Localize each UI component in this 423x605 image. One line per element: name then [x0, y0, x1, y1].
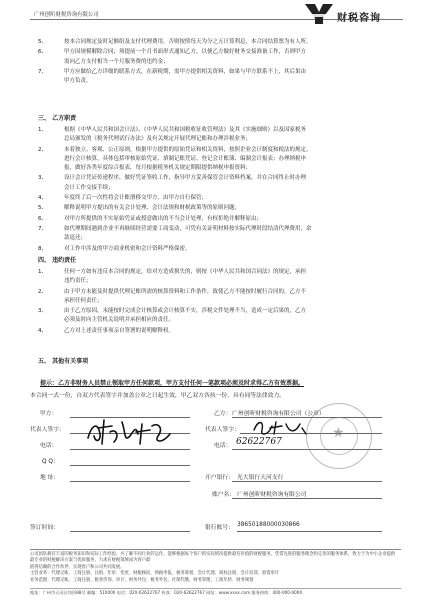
copies-clause: 本合同一式一份，自双方代表签字并加盖公章之日起生效，甲乙双方各执一份，具有同等法律效力。 — [30, 393, 286, 399]
party-a-qq-line — [70, 465, 190, 466]
clause-line: 甲方因规模解除合同，须提前一个月书面形式通知乙方，以便乙方做好财务交接准备工作，否则甲方 — [64, 49, 307, 56]
clause-line: 对工作中涉及的甲方商业机密和会计资料严格保密。 — [64, 245, 191, 252]
clause-line: 任何一方如有违反本合同的规定，给对方造成损失的，则按《中华人民共和国合同法》的规定，承担 — [64, 269, 307, 275]
footer-line: 业务范围：代理记账、工商注册、税务咨询、审计、财务外包、税务外包、社保代缴、财务管理、工商年检、财务规划 — [30, 577, 254, 583]
clause-line: 对甲方所提供的不实原始凭证或授意做出的不当会计处理，有权拒绝并解释原由； — [64, 215, 263, 222]
footer-line: 公司团队拥有丰富的税务知识和实际工作经验，并了解不同行业的运作，能够根据每个客户的实际情况提供最有价值的财税服务。凭借先进的服务理念和完善的服务体系，致力于为中小企业提供最专业的财税解决方案与优质服务，力求在财税领域成为客户最 — [30, 552, 396, 564]
clause-line: 年度终了后一次性将会计账册移交甲方，由甲方自行保管； — [64, 195, 208, 201]
party-a-phone-line — [70, 449, 190, 450]
clause-item — [38, 204, 388, 213]
party-b-label: 乙方： — [214, 411, 232, 417]
footer-address: 地址：广州市天河区岗顶88号 邮编：510000 电话：020-62622767 传真：020-62622767 网址：www.xxxx.com 服务热线：400-000-0000 — [30, 590, 303, 595]
section-5-title: 五、 其他有关事项 — [38, 358, 89, 365]
clause-number: 7、 — [38, 226, 47, 233]
party-b-phone-value: 62622767 — [236, 437, 282, 447]
clause-item — [38, 68, 388, 86]
party-b-account-no-line — [237, 531, 382, 532]
clause-item — [38, 245, 388, 254]
section-4-title: 四、 违约责任 — [38, 257, 77, 264]
clause-item — [38, 38, 388, 47]
company-logo — [301, 2, 401, 26]
header-company-name: 广州创昕财税咨询有限公司 — [34, 12, 99, 18]
party-b-account-no-value: 38650188000030866 — [237, 522, 300, 528]
clause-number: 4、 — [38, 195, 47, 201]
clause-text — [64, 204, 388, 213]
payment-hint: 提示：乙方非财务人员禁止领取甲方任何款项，甲方支付任何一笔款项必须及时求得乙方有效票据。 — [40, 380, 305, 387]
clause-item — [38, 288, 388, 306]
clause-line: 设计会计凭证传递程序，做好凭证签收工作，指导甲方妥善保管会计资料档案，并在合同终止时办理 — [64, 175, 307, 182]
clause-line: 必须及时向主管机关说明并承担相应的责任。 — [64, 317, 175, 324]
clause-line: 解释说明甲方提出的有关会计处理、会计法规和财税政策等的原则问题； — [64, 205, 241, 212]
party-a-date-line — [70, 531, 190, 532]
party-b-account-no-label: 银行账号： — [205, 525, 234, 531]
clause-text — [64, 68, 388, 86]
party-b-signature — [250, 416, 310, 438]
clause-item — [38, 215, 388, 224]
footer-rule-bottom — [30, 588, 401, 589]
clause-item — [38, 146, 388, 174]
clause-line: 按本合同规定及时足额组及支付代理费用。否则按照每天为分之五计算利息，本合同结算票为有人所。 — [64, 39, 312, 45]
party-b-bank-label: 开户银行： — [205, 475, 234, 481]
clause-item — [38, 268, 388, 286]
clause-number: 3、 — [38, 175, 47, 182]
clause-line: 乙方对上述责任事项亲自签署的说明解释权。 — [64, 327, 175, 334]
clause-text — [64, 194, 388, 203]
party-a-address-line — [70, 481, 190, 482]
footer-company-intro — [30, 552, 398, 584]
clause-number: 3、 — [38, 308, 47, 315]
clause-line: 违约责任； — [64, 278, 92, 285]
clause-number: 5、 — [38, 205, 47, 212]
clause-line: 需向乙方支付相当一个月服务费的违约金； — [64, 58, 169, 65]
clause-line: 进行会计核算，具体包括审核原始凭证、填制记账凭证、登记会计账簿、编制会计报表；办理纳税申 — [64, 155, 307, 162]
clause-item — [38, 126, 388, 144]
clause-item — [38, 307, 388, 325]
clause-item — [38, 327, 388, 336]
clause-line: 如代理期间遇到企业不再继续经营需要工商变动，可凭有关证明材料按实际代理时段结清代理费用，余 — [64, 226, 312, 233]
clause-line: 报，做好各类年度综合报表，每月根据税务机关规定期限提供纳税申报资料； — [64, 165, 252, 171]
party-a-qq-label: Q Q： — [42, 459, 59, 465]
clause-line: 甲方负责。 — [64, 78, 92, 85]
clause-text — [64, 307, 388, 325]
clause-text — [64, 38, 388, 47]
clause-number: 4、 — [38, 327, 47, 334]
logo-text: 财税咨询 — [337, 13, 381, 24]
party-a-label: 甲方： — [40, 411, 58, 417]
clause-number: 7、 — [38, 69, 47, 75]
clause-number: 1、 — [38, 269, 47, 275]
party-b-rep-label: 代表人签字： — [205, 427, 240, 433]
clause-text — [64, 288, 388, 306]
clause-item — [38, 225, 388, 243]
clause-number: 8、 — [38, 245, 47, 252]
party-a-sign-date-label: 签订时间： — [30, 525, 59, 531]
clause-number: 2、 — [38, 288, 47, 295]
seal-star-icon: ★ — [332, 425, 345, 441]
clause-line: 总局颁发的《税务代理试行办法》及有关规定开展代理记账和办理涉税业务； — [64, 136, 252, 143]
footer-line: 值得信赖的合作伙伴，实现客户和公司共同发展。 — [30, 564, 125, 570]
clause-text — [64, 126, 388, 144]
clause-line: 会计工作交接手续； — [64, 184, 114, 191]
clause-text — [64, 268, 388, 286]
clause-text — [64, 146, 388, 174]
clause-item — [38, 174, 388, 192]
clause-number: 5、 — [38, 39, 47, 45]
clause-text — [64, 48, 388, 66]
party-b-account-name-value: 广州创昕财税咨询有限公司 — [237, 492, 307, 498]
party-b-account-name-line — [232, 498, 382, 499]
party-b-phone-label: 电话： — [214, 443, 232, 449]
company-seal — [306, 403, 372, 469]
party-a-phone-label: 电话： — [40, 443, 58, 449]
clause-number: 1、 — [38, 127, 47, 133]
clause-line: 承担任何责任； — [64, 297, 103, 304]
clause-text — [64, 225, 388, 243]
party-b-bank-value: 光大银行天河支行 — [237, 475, 284, 481]
clause-text — [64, 245, 388, 254]
party-b-bank-line — [232, 481, 382, 482]
clause-text — [64, 327, 388, 336]
clause-item — [38, 194, 388, 203]
clause-line: 本着独立、客观、公正原则，根据甲方提供的原始凭证和相关资料，按照企业会计制度和税法的规定， — [64, 146, 312, 153]
clause-line: 由于甲方未能及时提供代理记账所需的核算资料和工作条件，致使乙方不能按时履行合同的，乙方不 — [64, 288, 307, 295]
section-3-title: 三、 乙方职责 — [38, 115, 77, 122]
party-a-address-label: 地 址： — [40, 475, 60, 481]
party-a-signature — [84, 414, 179, 448]
clause-number: 6、 — [38, 215, 47, 222]
clause-line: 款退还； — [64, 235, 87, 242]
party-a-rep-label: 代表人签字： — [30, 427, 65, 433]
clause-text — [64, 215, 388, 224]
party-b-account-name-label: 账户名： — [212, 492, 236, 498]
footer-line: 主营业务：代理记账、工商注册、注销、年审、变更、财税顾问、纳税申报、税务筹划、会计代理、商标注册、会计培训、验资审计 — [30, 571, 280, 577]
clause-line: 根据《中华人民共和国会计法》、《中华人民共和国税收征收管理法》及其《实施细则》以及国家税务 — [64, 127, 307, 133]
clause-item — [38, 48, 388, 66]
clause-text — [64, 174, 388, 192]
clause-line: 由于乙方原因，未能按时完成会计核算或会计核算不实，涉税文件处理不当，造成一定后果的，乙方 — [64, 308, 307, 315]
clause-number: 6、 — [38, 49, 47, 56]
party-b-name: 广州创昕财税咨询有限公司（公章） — [232, 411, 325, 417]
footer-rule — [30, 549, 401, 550]
clause-line: 甲方应做给乙方详细的联系方式，在新税期，需甲方提供相关资料，如果与甲方联系不上，其后果由 — [64, 69, 307, 75]
clause-number: 2、 — [38, 146, 47, 153]
